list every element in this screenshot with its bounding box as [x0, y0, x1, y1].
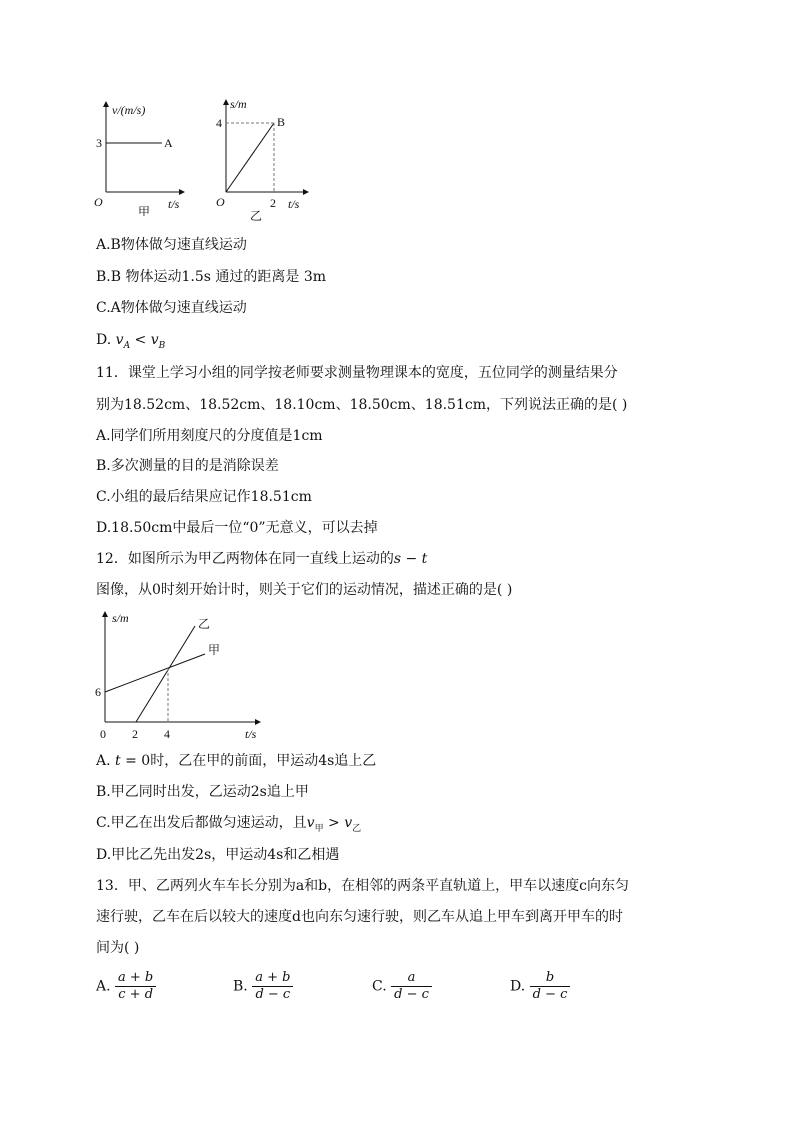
- fraction: [115, 970, 156, 1003]
- fraction: [252, 970, 293, 1003]
- graph-jia: [92, 96, 192, 216]
- fraction: [530, 970, 571, 1003]
- q13-stem-line-2: 速行驶，乙车在后以较大的速度d也向东匀速行驶，则乙车从追上甲车到离开甲车的时: [96, 909, 623, 925]
- y-tick-label: 6: [95, 685, 101, 699]
- q11-stem-line-1: 11．课堂上学习小组的同学按老师要求测量物理课本的宽度，五位同学的测量结果分: [96, 365, 618, 381]
- denominator: c + d: [118, 987, 154, 1002]
- v-a-symbol: v: [115, 332, 124, 348]
- numerator: a + b: [252, 970, 293, 987]
- y-tick-label: 4: [216, 116, 222, 130]
- v-b-symbol: v: [150, 332, 159, 348]
- label-jia: 甲: [208, 643, 221, 657]
- q12-stem-math: s − t: [393, 551, 428, 567]
- q11-option-b: B.多次测量的目的是消除误差: [96, 458, 279, 474]
- q10-option-a: A.B物体做匀速直线运动: [96, 237, 247, 253]
- line-jia: [105, 654, 205, 692]
- caption-jia: 甲: [138, 205, 151, 216]
- label-yi: 乙: [198, 617, 211, 631]
- q10-option-d: [96, 330, 165, 356]
- numerator: b: [530, 970, 571, 987]
- q11-option-c: C.小组的最后结果应记作18.51cm: [96, 489, 312, 505]
- denominator: d − c: [394, 987, 429, 1002]
- q10-option-d-prefix: D.: [96, 332, 116, 348]
- caption-yi: 乙: [250, 209, 263, 223]
- q12-stem-text: 12．如图所示为甲乙两物体在同一直线上运动的: [96, 551, 394, 567]
- origin-label: 0: [100, 727, 106, 741]
- q11-stem-line-2: 别为18.52cm、18.52cm、18.10cm、18.50cm、18.51cm，下列说法正确的是( ): [96, 397, 628, 413]
- q12-option-d: D.甲比乙先出发2s，甲运动4s和乙相遇: [96, 847, 340, 863]
- line-ob: [226, 123, 274, 192]
- y-tick-label: 3: [96, 136, 102, 150]
- q13-option-d: [510, 970, 570, 1003]
- v-a-subscript: A: [123, 340, 131, 351]
- q13-option-c: [372, 970, 432, 1003]
- line-a-label: A: [164, 136, 173, 150]
- q12-stem-line-1: [96, 549, 427, 569]
- y-axis-label: s/m: [112, 611, 129, 625]
- q13-option-b: [233, 970, 293, 1003]
- denominator: d − c: [532, 987, 568, 1002]
- v-jia-subscript: 甲: [314, 823, 324, 834]
- x-tick-label-4: 4: [164, 727, 170, 741]
- q13-stem-line-1: 13．甲、乙两列火车车长分别为a和b，在相邻的两条平直轨道上，甲车以速度c向东匀: [96, 878, 629, 894]
- graph-q12: [90, 606, 270, 746]
- denominator: d − c: [255, 987, 291, 1002]
- q13-option-label: C.: [372, 978, 387, 995]
- x-tick-label: 2: [270, 196, 276, 210]
- q12-option-a: [96, 751, 376, 771]
- numerator: a: [391, 970, 432, 987]
- line-yi: [136, 626, 195, 722]
- q13-option-a: [96, 970, 156, 1003]
- v-jia-symbol: v: [306, 815, 315, 831]
- greater-than-sign: >: [323, 815, 345, 831]
- point-b-label: B: [277, 115, 286, 129]
- q12-option-c-text: C.甲乙在出发后都做匀速运动，且: [96, 815, 307, 831]
- t-symbol: t: [115, 753, 121, 769]
- q11-option-a: A.同学们所用刻度尺的分度值是1cm: [96, 428, 323, 444]
- fraction: [391, 970, 432, 1003]
- x-axis-label: t/s: [245, 727, 257, 741]
- x-tick-label-2: 2: [132, 727, 138, 741]
- v-yi-symbol: v: [344, 815, 353, 831]
- y-axis-label: v/(m/s): [112, 103, 146, 117]
- q11-option-d: D.18.50cm中最后一位“0”无意义，可以去掉: [96, 520, 378, 536]
- q12-stem-line-2: 图像，从0时刻开始计时，则关于它们的运动情况，描述正确的是( ): [96, 582, 513, 598]
- x-axis-label: t/s: [168, 197, 180, 211]
- q13-stem-line-3: 间为( ): [96, 940, 140, 956]
- less-than-sign: <: [130, 332, 151, 348]
- v-yi-subscript: 乙: [352, 823, 362, 834]
- numerator: a + b: [115, 970, 156, 987]
- v-b-subscript: B: [158, 340, 166, 351]
- q13-option-label: B.: [233, 978, 248, 995]
- origin-label: O: [216, 195, 225, 209]
- q12-option-c: [96, 813, 361, 839]
- graph-yi: [214, 96, 314, 226]
- q12-option-a-prefix: A.: [96, 753, 116, 769]
- q13-option-label: D.: [510, 978, 526, 995]
- q12-option-a-rest: = 0时，乙在甲的前面，甲运动4s追上乙: [120, 753, 377, 769]
- q13-option-label: A.: [96, 978, 111, 995]
- q10-option-c: C.A物体做匀速直线运动: [96, 300, 247, 316]
- x-axis-label: t/s: [288, 197, 300, 211]
- q12-option-b: B.甲乙同时出发，乙运动2s追上甲: [96, 784, 309, 800]
- q10-option-b: B.B 物体运动1.5s 通过的距离是 3m: [96, 269, 327, 285]
- y-axis-label: s/m: [230, 97, 247, 111]
- origin-label: O: [94, 195, 103, 209]
